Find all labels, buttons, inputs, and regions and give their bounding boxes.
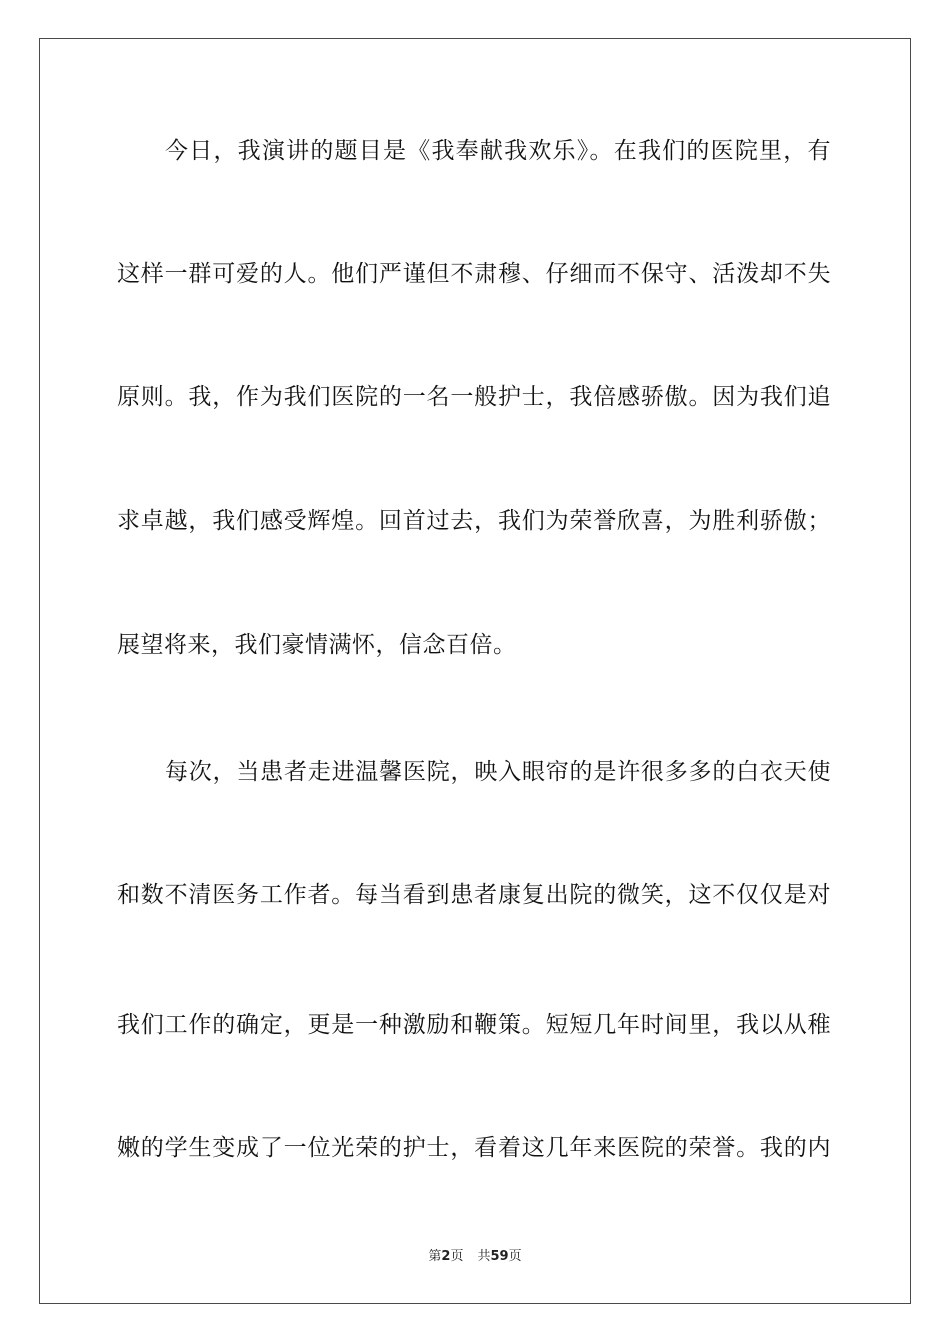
paragraph-1-line-2: 这样一群可爱的人。他们严谨但不肃穆、仔细而不保守、活泼却不失 bbox=[117, 261, 831, 287]
paragraph-2-line-1: 每次，当患者走进温馨医院，映入眼帘的是许很多多的白衣天使 bbox=[165, 759, 831, 785]
paragraph-2-line-2: 和数不清医务工作者。每当看到患者康复出院的微笑，这不仅仅是对 bbox=[117, 882, 831, 908]
total-suffix: 页 bbox=[508, 1249, 522, 1264]
total-pages: 59 bbox=[490, 1249, 509, 1264]
paragraph-1-line-5: 展望将来，我们豪情满怀，信念百倍。 bbox=[117, 632, 517, 658]
paragraph-2-line-3: 我们工作的确定，更是一种激励和鞭策。短短几年时间里，我以从稚 bbox=[117, 1012, 831, 1038]
paragraph-2-line-4: 嫩的学生变成了一位光荣的护士，看着这几年来医院的荣誉。我的内 bbox=[117, 1135, 831, 1161]
paragraph-1-line-3: 原则。我，作为我们医院的一名一般护士，我倍感骄傲。因为我们追 bbox=[117, 384, 831, 410]
paragraph-1-line-1: 今日，我演讲的题目是《我奉献我欢乐》。在我们的医院里，有 bbox=[165, 138, 831, 164]
page-suffix: 页 bbox=[450, 1249, 464, 1264]
page-prefix: 第 bbox=[428, 1249, 442, 1264]
page-number: 2 bbox=[441, 1249, 451, 1264]
paragraph-1-line-4: 求卓越，我们感受辉煌。回首过去，我们为荣誉欣喜，为胜利骄傲； bbox=[117, 508, 831, 534]
page-border bbox=[39, 38, 911, 1304]
page-footer bbox=[0, 1248, 950, 1266]
total-prefix: 共 bbox=[477, 1249, 491, 1264]
